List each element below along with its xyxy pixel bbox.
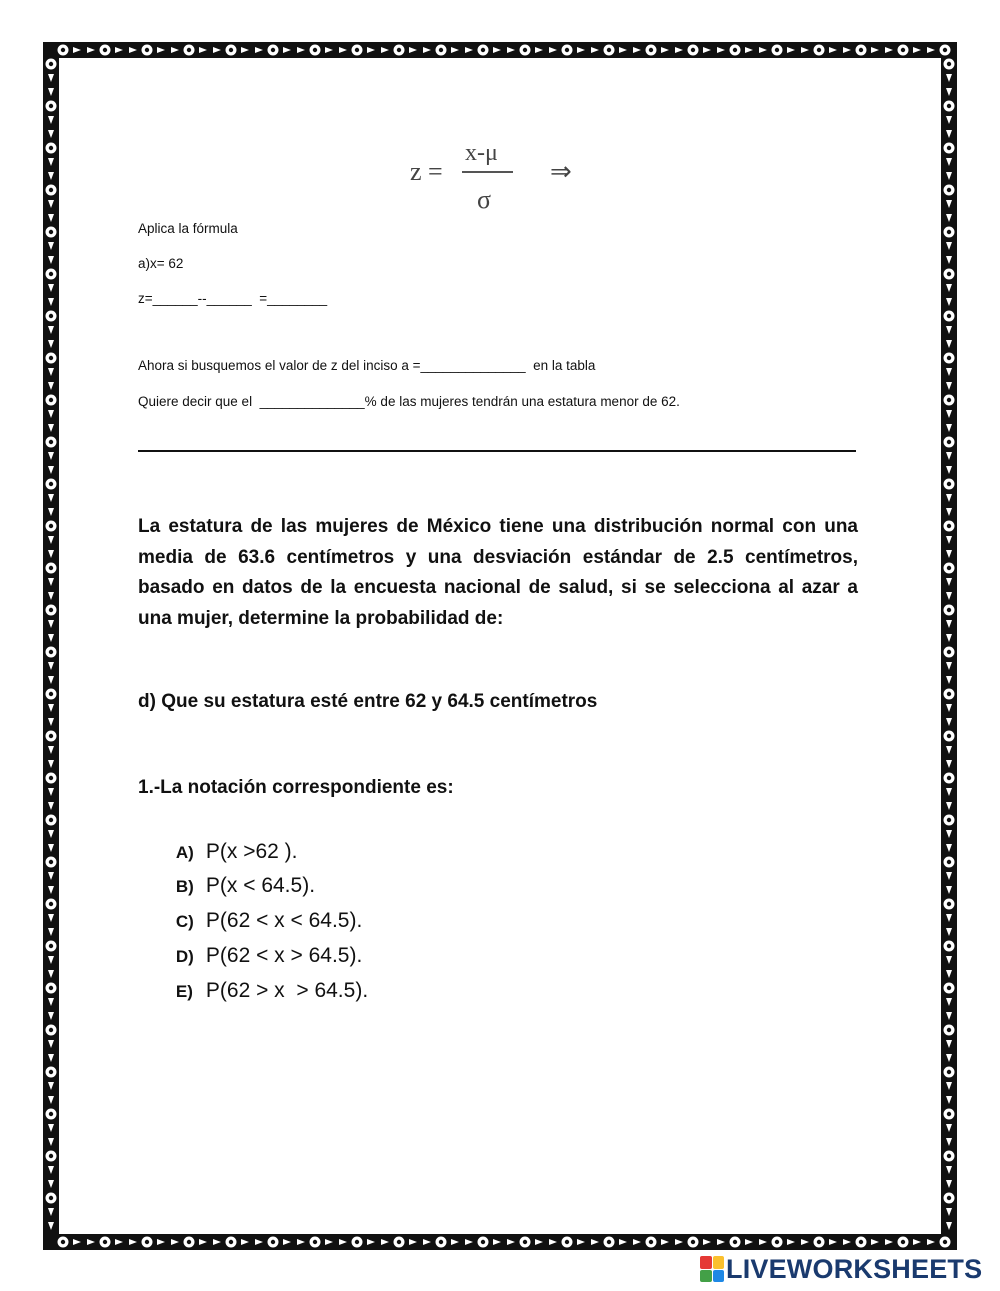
logo-square <box>713 1256 725 1269</box>
formula-lhs: z = <box>410 157 443 186</box>
option-text: P(62 > x > 64.5). <box>205 979 369 1002</box>
percent-fill-in-line[interactable]: Quiere decir que el ______________% de las mujeres tendrán una estatura menor de 62. <box>138 394 680 409</box>
z-table-fill-in-line[interactable]: Ahora si busquemos el valor de z del inciso a =______________ en la tabla <box>138 358 596 373</box>
option-label: B) <box>175 877 194 896</box>
liveworksheets-wordmark: LIVEWORKSHEETS <box>726 1253 983 1284</box>
option-text: P(x < 64.5). <box>205 874 316 897</box>
liveworksheets-icon <box>700 1256 724 1282</box>
option-label: D) <box>175 947 194 966</box>
logo-square <box>700 1256 712 1269</box>
z-fill-in-line[interactable]: z=______--______ =________ <box>138 291 328 306</box>
question-heading: 1.-La notación correspondiente es: <box>138 777 454 798</box>
option-e[interactable] <box>167 961 368 1003</box>
logo-square <box>713 1270 725 1283</box>
option-label: C) <box>175 912 194 931</box>
option-label: A) <box>175 843 194 862</box>
formula-arrow-icon: ⇒ <box>550 157 572 187</box>
item-a-value: a)x= 62 <box>138 256 184 271</box>
formula-numerator: x-μ <box>465 140 498 166</box>
option-text: P(62 < x > 64.5). <box>205 944 363 967</box>
liveworksheets-logo[interactable] <box>700 1254 982 1284</box>
problem-statement: La estatura de las mujeres de México tiene una distribución normal con una media de 63.6 centímetros y una desviación estándar de 2.5 centímetros, basado en datos de la encuesta nacional de salud, si se selecciona al azar a una mujer, determine la probabilidad de: <box>138 516 858 629</box>
option-text: P(62 < x < 64.5). <box>205 909 363 932</box>
z-score-formula <box>405 130 595 220</box>
option-text: P(x >62 ). <box>205 840 298 863</box>
formula-denominator: σ <box>477 185 492 214</box>
logo-square <box>700 1270 712 1283</box>
part-d-heading: d) Que su estatura esté entre 62 y 64.5 centímetros <box>138 691 598 712</box>
option-label: E) <box>175 982 193 1001</box>
separator-line <box>138 450 856 452</box>
instruction-apply-formula: Aplica la fórmula <box>138 221 238 236</box>
